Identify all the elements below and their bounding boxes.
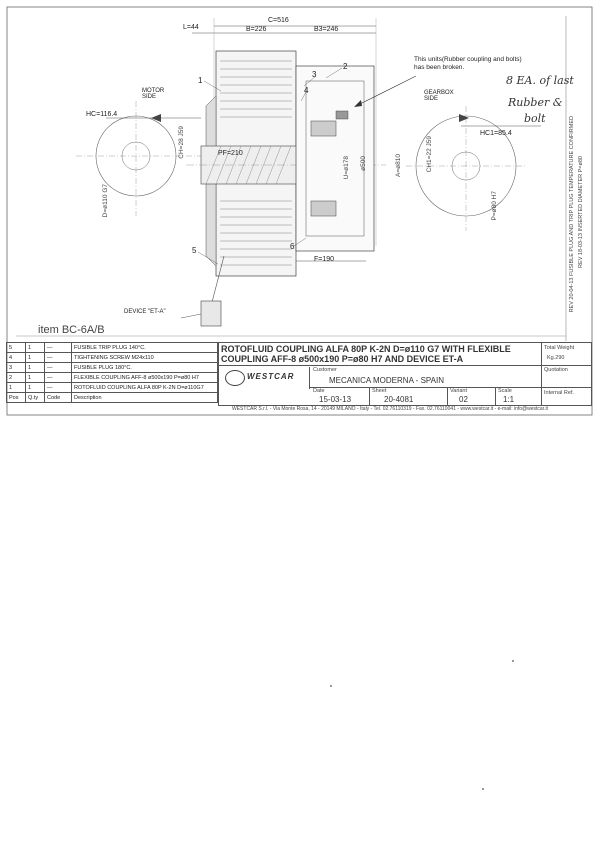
bom-pos: 4 bbox=[7, 353, 26, 363]
dim-500: ø500 bbox=[360, 156, 367, 171]
handwritten-line-2: Rubber & bbox=[508, 96, 563, 109]
variant-value: 02 bbox=[459, 395, 468, 404]
dim-b: B=226 bbox=[246, 26, 267, 33]
callout-6: 6 bbox=[290, 242, 295, 251]
bom-table bbox=[6, 342, 218, 403]
bom-pos: 5 bbox=[7, 343, 26, 353]
handwritten-line-1: 8 EA. of last bbox=[506, 74, 574, 87]
dim-p: P=ø80 H7 bbox=[491, 191, 498, 221]
dim-a: A=ø810 bbox=[395, 154, 402, 177]
callout-2: 2 bbox=[343, 62, 348, 71]
table-row bbox=[7, 363, 218, 373]
motor-side-label: MOTOR SIDE bbox=[142, 88, 165, 100]
sheet-value: 20-4081 bbox=[384, 395, 414, 404]
table-row bbox=[7, 353, 218, 363]
gearbox-side-label: GEARBOX SIDE bbox=[424, 90, 454, 102]
bom-code: — bbox=[45, 343, 72, 353]
customer-value: MECANICA MODERNA - SPAIN bbox=[329, 376, 444, 385]
quotation-label: Quotation bbox=[544, 367, 568, 373]
bom-desc: TIGHTENING SCREW M24x110 bbox=[72, 353, 218, 363]
callout-5: 5 bbox=[192, 246, 197, 255]
callout-3: 3 bbox=[312, 70, 317, 79]
bom-desc: FUSIBLE PLUG 180°C. bbox=[72, 363, 218, 373]
bom-pos: 3 bbox=[7, 363, 26, 373]
bom-code: — bbox=[45, 363, 72, 373]
dim-hc-gear: HC1=85.4 bbox=[480, 130, 512, 137]
scan-speck bbox=[330, 685, 332, 687]
bom-desc: FLEXIBLE COUPLING AFF-8 ø500x190 P=ø80 H7 bbox=[72, 373, 218, 383]
scan-speck bbox=[482, 788, 484, 790]
date-value: 15-03-13 bbox=[319, 395, 352, 404]
dim-l: L=44 bbox=[183, 24, 199, 31]
table-row bbox=[7, 383, 218, 393]
bom-header-pos: Pos bbox=[7, 393, 26, 403]
revision-1: REV 20-04-13 FUSIBLE PLUG AND TRIP PLUG TEMPERATURE CONFIRMED bbox=[569, 116, 575, 313]
sheet-label: Sheet bbox=[372, 388, 387, 394]
bom-qty: 1 bbox=[26, 343, 45, 353]
dim-hc-motor: HC=116.4 bbox=[86, 111, 118, 118]
dim-f: F=190 bbox=[314, 256, 335, 263]
drawing-sheet bbox=[6, 6, 594, 418]
bom-header-desc: Description bbox=[72, 393, 218, 403]
dim-ch-gear: CH1=22 J59 bbox=[426, 136, 433, 173]
broken-note: This units(Rubber coupling and bolts) has been broken. bbox=[414, 56, 522, 71]
dim-d: D=ø110 G7 bbox=[102, 184, 109, 218]
dim-u: U=ø178 bbox=[343, 156, 350, 180]
internal-ref-label: Internal Ref. bbox=[544, 390, 574, 396]
revision-2: REV 18-03-13 INSERTED DIAMETER P=ø80 bbox=[578, 156, 584, 268]
handwritten-line-3: bolt bbox=[524, 112, 546, 125]
dim-pf: PF=210 bbox=[218, 150, 243, 157]
bom-qty: 1 bbox=[26, 353, 45, 363]
bom-qty: 1 bbox=[26, 373, 45, 383]
footer-address: WESTCAR S.r.l. - Via Monte Rosa, 14 - 20149 MILANO - Italy - Tel. 02.76110319 - Fax. 02.76110041 - www.westcar.it - e-mail: info@westcar.it bbox=[232, 406, 548, 412]
drawing-title: ROTOFLUID COUPLING ALFA 80P K-2N D=ø110 G7 WITH FLEXIBLE COUPLING AFF-8 ø500x190 P=ø80 H7 AND DEVICE ET-A bbox=[221, 344, 511, 364]
total-weight-label: Total Weight bbox=[544, 345, 575, 351]
title-block bbox=[218, 342, 592, 406]
table-row bbox=[7, 343, 218, 353]
logo-text: WESTCAR bbox=[247, 372, 295, 381]
bom-desc: ROTOFLUID COUPLING ALFA 80P K-2N D=ø110G7 bbox=[72, 383, 218, 393]
item-label: item BC-6A/B bbox=[38, 324, 105, 336]
bom-header-code: Code bbox=[45, 393, 72, 403]
dim-ch-motor: CH=28 J59 bbox=[178, 126, 185, 159]
bom-code: — bbox=[45, 383, 72, 393]
bom-pos: 2 bbox=[7, 373, 26, 383]
bom-code: — bbox=[45, 373, 72, 383]
bom-qty: 1 bbox=[26, 383, 45, 393]
total-weight-value: Kg.290 bbox=[547, 355, 565, 361]
callout-4: 4 bbox=[304, 86, 309, 95]
bom-qty: 1 bbox=[26, 363, 45, 373]
scale-value: 1:1 bbox=[503, 395, 515, 404]
dim-c: C=516 bbox=[268, 17, 289, 24]
bom-header-qty: Q.ty bbox=[26, 393, 45, 403]
bom-code: — bbox=[45, 353, 72, 363]
scale-label: Scale bbox=[498, 388, 512, 394]
device-label: DEVICE "ET-A" bbox=[124, 309, 166, 315]
bom-pos: 1 bbox=[7, 383, 26, 393]
scan-speck bbox=[512, 660, 514, 662]
table-header bbox=[7, 393, 218, 403]
date-label: Date bbox=[313, 388, 325, 394]
westcar-logo bbox=[219, 367, 310, 389]
variant-label: Variant bbox=[450, 388, 468, 394]
callout-1: 1 bbox=[198, 76, 203, 85]
dim-b3: B3=246 bbox=[314, 26, 339, 33]
customer-label: Customer bbox=[313, 367, 337, 373]
table-row bbox=[7, 373, 218, 383]
bom-desc: FUSIBLE TRIP PLUG 140°C. bbox=[72, 343, 218, 353]
